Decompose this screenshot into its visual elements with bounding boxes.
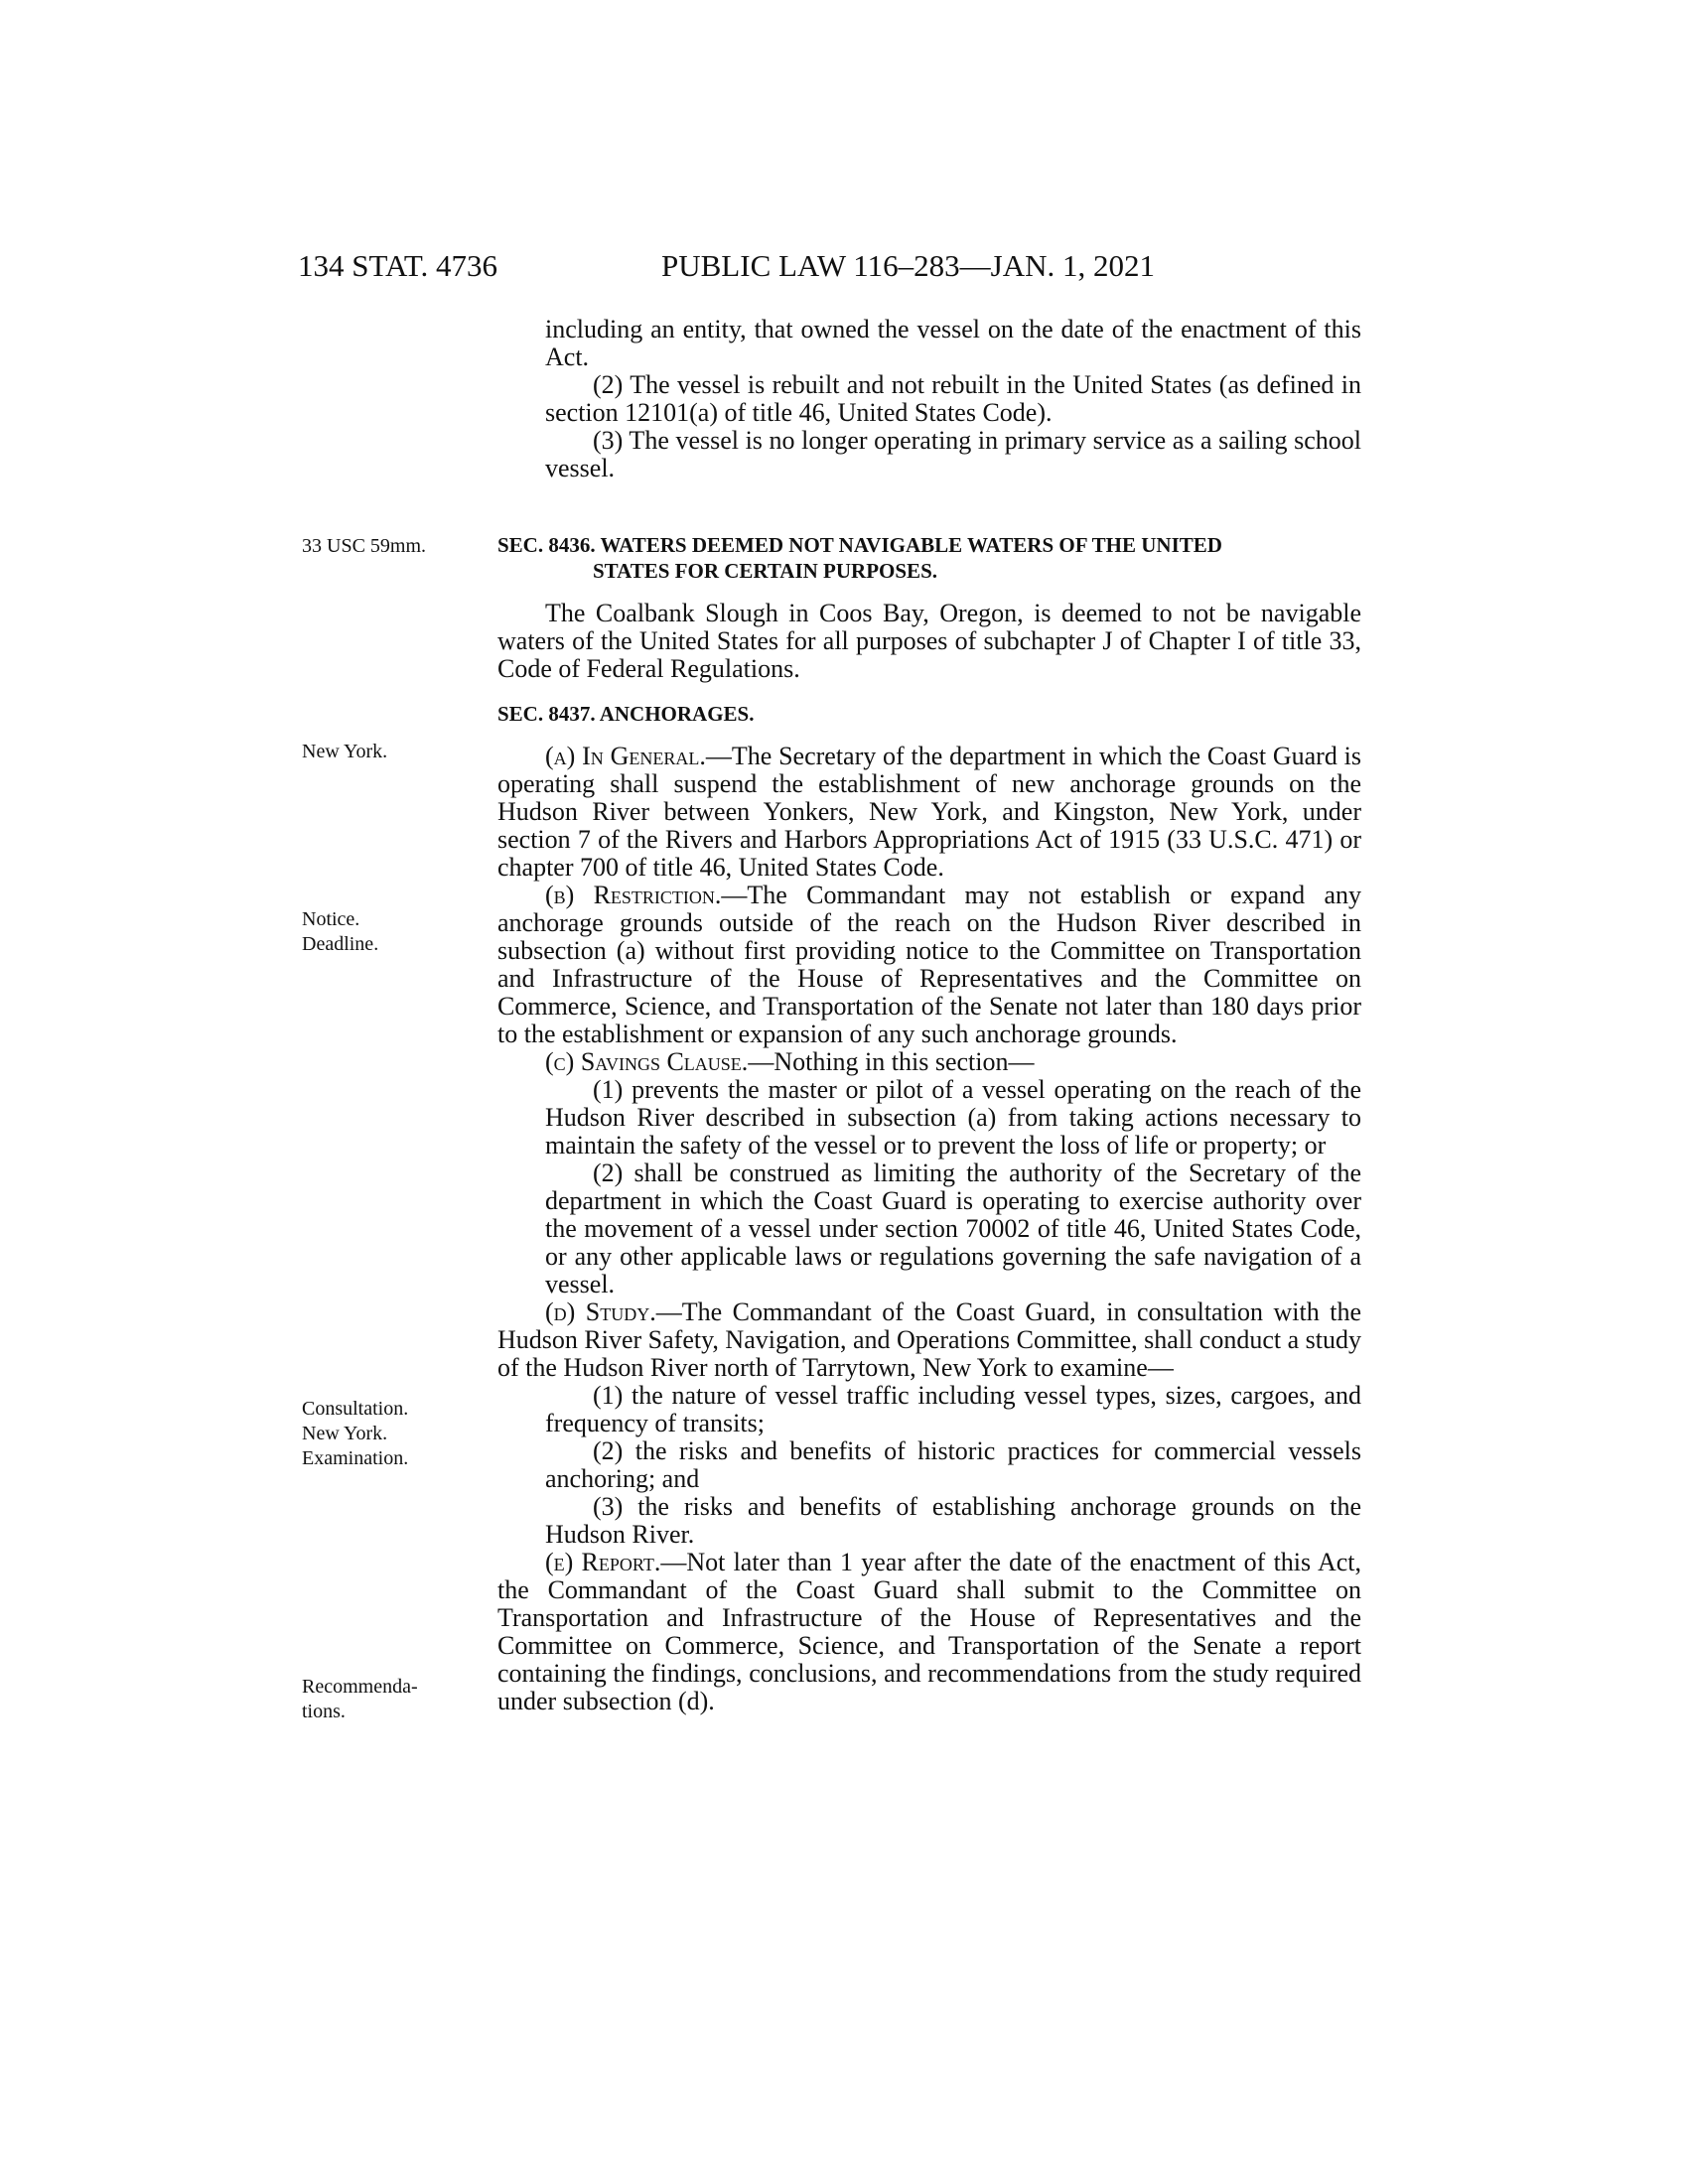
section-8437-heading: SEC. 8437. ANCHORAGES.	[497, 702, 755, 726]
stat-page-number: 134 STAT. 4736	[298, 248, 498, 283]
margin-note-recommendations: Recommenda- tions.	[302, 1676, 418, 1722]
subsection-d	[497, 1298, 1361, 1382]
subsection-d-3: (3) the risks and benefits of establishing anchorage grounds on the Hudson River.	[545, 1492, 1361, 1549]
page-header	[0, 244, 1688, 288]
margin-note-notice-deadline	[302, 907, 451, 957]
section-8436-body: The Coalbank Slough in Coos Bay, Oregon, is deemed to not be navigable waters of the United States for all purposes of subchapter J of Chapter I of title 33, Code of Federal Regulations.	[497, 599, 1361, 683]
subsection-a-text: —The Secretary of the department in which the Coast Guard is operating shall suspend the establishment of new anchorage grounds on the Hudson River between Yonkers, New York, and Kingston, New York, under section 7 of the Rivers and Harbors Appropriations Act of 1915 (33 U.S.C. 471) or chapter 700 of title 46, United States Code.	[497, 742, 1361, 882]
subsection-e	[497, 1549, 1361, 1715]
section-8436-heading: SEC. 8436. WATERS DEEMED NOT NAVIGABLE WATERS OF THE UNITED STATES FOR CERTAIN PURPOSES.	[497, 533, 1222, 583]
top-block	[497, 316, 1361, 482]
subsection-d-text: —The Commandant of the Coast Guard, in consultation with the Hudson River Safety, Navigation, and Operations Committee, shall conduct a study of the Hudson River north of Tarrytown, New York to examine—	[497, 1297, 1361, 1382]
margin-note-examination: Examination.	[302, 1447, 409, 1469]
margin-note-consultation-label: Consultation.	[302, 1398, 409, 1420]
subsection-a-label: (a) In General.	[545, 742, 706, 770]
item-3: (3) The vessel is no longer operating in primary service as a sailing school vessel.	[545, 426, 1361, 482]
subsection-d-1: (1) the nature of vessel traffic including vessel types, sizes, cargoes, and frequency of transits;	[545, 1381, 1361, 1437]
margin-note-new-york-2: New York.	[302, 1423, 388, 1444]
subsection-b-label: (b) Restriction.	[545, 881, 722, 909]
public-law-title: PUBLIC LAW 116–283—JAN. 1, 2021	[661, 248, 1155, 283]
subsection-e-label: (e) Report.	[545, 1548, 661, 1576]
continuation-text: including an entity, that owned the vessel on the date of the enactment of this Act.	[545, 315, 1361, 371]
margin-note-consultation	[302, 1397, 451, 1471]
margin-note-notice: Notice.	[302, 908, 360, 930]
section-8437	[497, 701, 1361, 1715]
item-2: (2) The vessel is rebuilt and not rebuilt in the United States (as defined in section 12101(a) of title 46, United States Code).	[545, 370, 1361, 427]
subsection-d-2: (2) the risks and benefits of historic practices for commercial vessels anchoring; and	[545, 1436, 1361, 1493]
subsection-c	[497, 1048, 1361, 1076]
subsection-e-text: —Not later than 1 year after the date of the enactment of this Act, the Commandant of the Coast Guard shall submit to the Committee on Transportation and Infrastructure of the House of Representatives and the Committee on Commerce, Science, and Transportation of the Senate a report containing the findings, conclusions, and recommendations from the study required under subsection (d).	[497, 1548, 1361, 1715]
margin-note-new-york: New York.	[302, 741, 388, 762]
subsection-b	[497, 882, 1361, 1048]
margin-note-usc: 33 USC 59mm.	[302, 535, 427, 557]
subsection-c-1: (1) prevents the master or pilot of a vessel operating on the reach of the Hudson River described in subsection (a) from taking actions necessary to maintain the safety of the vessel or to prevent the loss of life or property; or	[545, 1075, 1361, 1160]
margin-note-deadline: Deadline.	[302, 933, 379, 955]
subsection-c-text: —Nothing in this section—	[748, 1047, 1035, 1076]
subsection-c-2: (2) shall be construed as limiting the authority of the Secretary of the department in which the Coast Guard is operating to exercise authority over the movement of a vessel under section 70002 of title 46, United States Code, or any other applicable laws or regulations governing the safe navigation of a vessel.	[545, 1159, 1361, 1298]
subsection-b-text: —The Commandant may not establish or expand any anchorage grounds outside of the reach on the Hudson River described in subsection (a) without first providing notice to the Committee on Transportation and Infrastructure of the House of Representatives and the Committee on Commerce, Science, and Transportation of the Senate not later than 180 days prior to the establishment or expansion of any such anchorage grounds.	[497, 881, 1361, 1048]
subsection-c-label: (c) Savings Clause.	[545, 1047, 749, 1076]
subsection-a	[497, 743, 1361, 882]
section-8436	[497, 532, 1361, 683]
subsection-d-label: (d) Study.	[545, 1297, 656, 1326]
